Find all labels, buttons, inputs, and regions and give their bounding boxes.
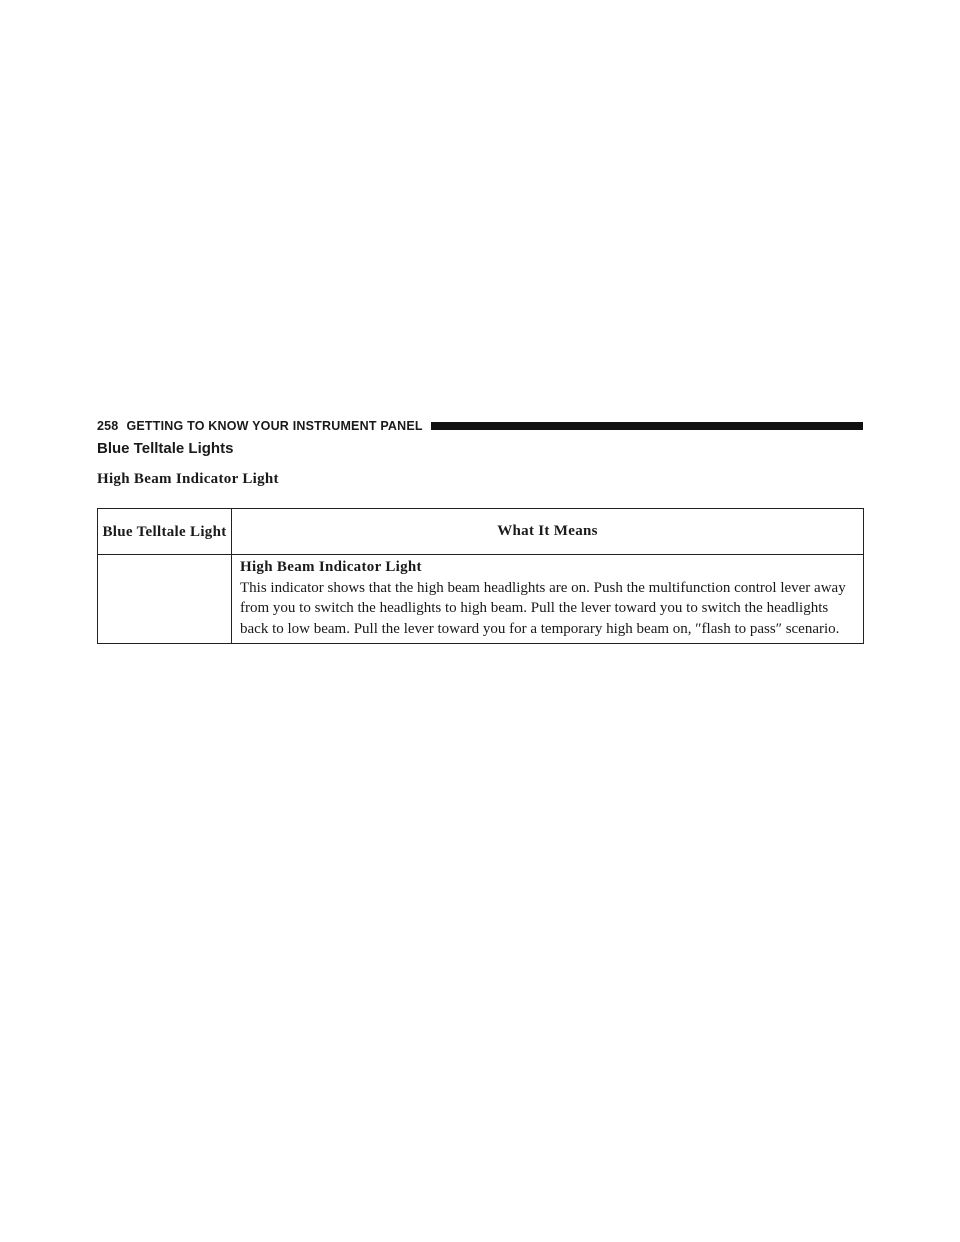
telltale-icon-cell <box>98 555 232 644</box>
table-header-row <box>98 509 864 555</box>
section-title: GETTING TO KNOW YOUR INSTRUMENT PANEL <box>126 419 423 433</box>
header-rule <box>431 422 863 430</box>
page-header <box>97 417 863 435</box>
column-header-light: Blue Telltale Light <box>98 509 232 555</box>
table-row <box>98 555 864 644</box>
meaning-cell <box>232 555 864 644</box>
sub-heading: High Beam Indicator Light <box>97 471 279 487</box>
page-number: 258 <box>97 419 119 433</box>
indicator-title: High Beam Indicator Light <box>240 559 422 575</box>
column-header-meaning: What It Means <box>232 509 864 555</box>
telltale-table <box>97 508 864 644</box>
main-heading: Blue Telltale Lights <box>97 440 234 457</box>
indicator-description: This indicator shows that the high beam headlights are on. Push the multifunction control lever away from you to switch the headlights to high beam. Pull the lever toward you to switch the headlights back to low beam. Pull the lever toward you for a temporary high beam on, ″flash to pass″ scenario. <box>240 579 846 637</box>
